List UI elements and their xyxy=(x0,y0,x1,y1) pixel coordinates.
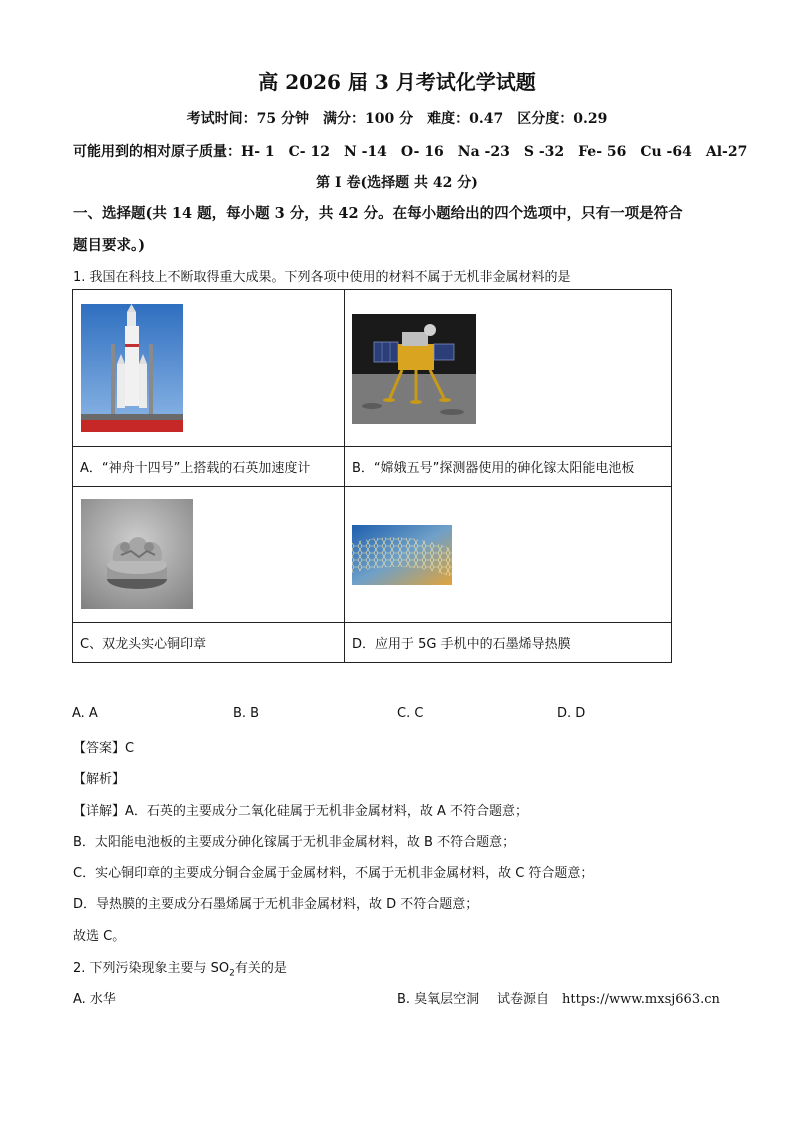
explanation-line-3: C．实心铜印章的主要成分铜合金属于金属材料，不属于无机非金属材料，故 C 符合题意； xyxy=(73,866,594,881)
so2-subscript: 2 xyxy=(229,968,235,979)
explanation-line-2: B．太阳能电池板的主要成分砷化镓属于无机非金属材料，故 B 不符合题意； xyxy=(73,835,516,850)
cell-c-image xyxy=(73,487,345,623)
option-c-label: C、双龙头实心铜印章 xyxy=(73,623,345,663)
option-b-label: B．“嫦娥五号”探测器使用的砷化镓太阳能电池板 xyxy=(345,447,672,487)
choice-c[interactable]: C. C xyxy=(397,706,424,721)
question-2-option-b[interactable]: B. 臭氧层空洞 xyxy=(397,992,480,1007)
cell-d-image xyxy=(345,487,672,623)
choice-b[interactable]: B. B xyxy=(233,706,260,721)
exam-meta: 考试时间：75 分钟 满分：100 分 难度：0.47 区分度：0.29 xyxy=(186,111,608,127)
answer-line: 【答案】C xyxy=(73,741,135,756)
source-watermark: 试卷源自 https://www.mxsj663.cn xyxy=(497,992,720,1007)
cell-a-image xyxy=(73,290,345,447)
explanation-line-5: 故选 C。 xyxy=(73,929,126,944)
atomic-masses: 可能用到的相对原子质量：H- 1 C- 12 N -14 O- 16 Na -23 S -32 Fe- 56 Cu -64 Al-27 xyxy=(73,144,748,160)
question-2-stem-suffix: 有关的是 xyxy=(234,961,287,976)
section-instruction-line2: 题目要求。) xyxy=(73,237,146,254)
analysis-heading: 【解析】 xyxy=(73,772,126,787)
lunar-lander-image xyxy=(352,314,476,424)
page-title: 高 2026 届 3 月考试化学试题 xyxy=(258,70,536,94)
option-a-label: A．“神舟十四号”上搭载的石英加速度计 xyxy=(73,447,345,487)
question-1-stem: 1. 我国在科技上不断取得重大成果。下列各项中使用的材料不属于无机非金属材料的是 xyxy=(73,270,571,285)
rocket-image xyxy=(81,304,183,432)
copper-seal-image xyxy=(81,499,193,609)
option-d-label: D．应用于 5G 手机中的石墨烯导热膜 xyxy=(345,623,672,663)
cell-b-image xyxy=(345,290,672,447)
question-2-stem-prefix: 2. 下列污染现象主要与 SO xyxy=(73,961,230,976)
explanation-line-1: 【详解】A．石英的主要成分二氧化硅属于无机非金属材料，故 A 不符合题意； xyxy=(73,804,529,819)
explanation-line-4: D．导热膜的主要成分石墨烯属于无机非金属材料，故 D 不符合题意； xyxy=(73,897,479,912)
part-title: 第 I 卷(选择题 共 42 分) xyxy=(316,175,478,191)
choice-a[interactable]: A. A xyxy=(72,706,98,721)
choice-d[interactable]: D. D xyxy=(557,706,586,721)
question-2-stem xyxy=(73,957,287,979)
section-instruction-line1: 一、选择题(共 14 题，每小题 3 分，共 42 分。在每小题给出的四个选项中，只有一项是符合 xyxy=(73,205,683,222)
graphene-film-image xyxy=(352,525,452,585)
question-1-options-table xyxy=(72,289,672,663)
question-2-option-a[interactable]: A. 水华 xyxy=(73,992,116,1007)
